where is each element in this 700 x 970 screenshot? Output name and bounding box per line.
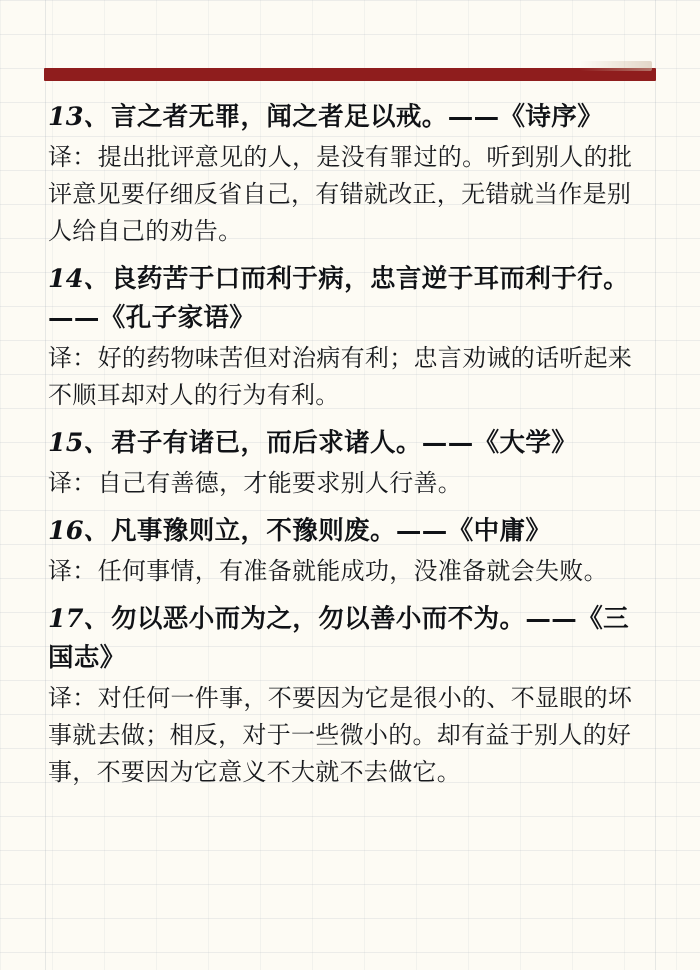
quote-line (48, 424, 654, 463)
quote-entry (48, 600, 654, 791)
translation-line (48, 139, 654, 251)
translation-line (48, 340, 654, 414)
quote-entry (48, 260, 654, 414)
translation-text: 好的药物味苦但对治病有利；忠言劝诫的话听起来不顺耳却对人的行为有利。 (48, 343, 633, 409)
quote-entry (48, 512, 654, 590)
quote-entry (48, 424, 654, 502)
entry-number: 13、 (48, 102, 109, 132)
translation-label: 译： (48, 468, 97, 497)
translation-line (48, 553, 654, 590)
entry-quote-text: 良药苦于口而利于病，忠言逆于耳而利于行。——《孔子家语》 (48, 264, 630, 334)
entry-number: 15、 (48, 428, 109, 459)
translation-label: 译： (48, 142, 97, 171)
quote-line (48, 600, 654, 678)
quote-entry (48, 98, 654, 250)
translation-text: 自己有善德，才能要求别人行善。 (97, 468, 463, 497)
entry-quote-text: 凡事豫则立，不豫则废。——《中庸》 (111, 516, 552, 547)
entry-quote-text: 言之者无罪，闻之者足以戒。——《诗序》 (111, 102, 604, 132)
translation-label: 译： (48, 683, 97, 712)
translation-text: 提出批评意见的人，是没有罪过的。听到别人的批评意见要仔细反省自己，有错就改正，无错就当作是别人给自己的劝告。 (48, 142, 633, 246)
left-margin-rule (45, 0, 46, 970)
quote-line (48, 260, 654, 338)
entry-quote-text: 君子有诸已，而后求诸人。——《大学》 (111, 428, 578, 459)
right-margin-rule (655, 0, 656, 970)
translation-line (48, 465, 654, 502)
entry-number: 16、 (48, 516, 109, 547)
entry-number: 14、 (48, 264, 109, 295)
translation-text: 任何事情，有准备就能成功，没准备就会失败。 (97, 556, 608, 585)
header-accent-bar (44, 68, 656, 81)
quote-line (48, 98, 654, 137)
entry-number: 17、 (48, 604, 109, 635)
translation-text: 对任何一件事，不要因为它是很小的、不显眼的坏事就去做；相反，对于一些微小的。却有益于别人的好事，不要因为它意义不大就不去做它。 (48, 683, 633, 786)
header-smudge-mark (580, 61, 652, 71)
entry-quote-text: 勿以恶小而为之，勿以善小而不为。——《三国志》 (48, 604, 630, 673)
translation-label: 译： (48, 343, 97, 372)
quote-line (48, 512, 654, 551)
document-body (48, 98, 654, 801)
translation-line (48, 680, 654, 792)
translation-label: 译： (48, 556, 97, 585)
